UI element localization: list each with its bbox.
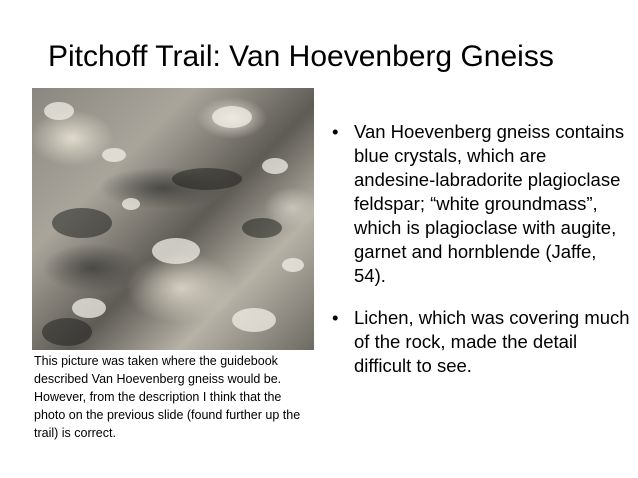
rock-photo [32, 88, 314, 350]
bullet-text: Van Hoevenberg gneiss contains blue crystals, which are andesine-labradorite plagioclase feldspar; “white groundmass”, which is plagioclase with augite, garnet and hornblende (Jaffe, 54). [354, 121, 625, 286]
slide-title: Pitchoff Trail: Van Hoevenberg Gneiss [48, 40, 554, 73]
bullet-list [330, 120, 630, 378]
bullet-icon: • [332, 121, 339, 142]
bullet-icon: • [332, 307, 339, 328]
bullet-item [330, 306, 630, 378]
bullet-item [330, 120, 630, 288]
bullet-text: Lichen, which was covering much of the rock, made the detail difficult to see. [354, 307, 630, 376]
photo-caption: This picture was taken where the guidebook described Van Hoevenberg gneiss would be. However, from the description I think that the photo on the previous slide (found further up the trail) is correct. [34, 354, 301, 440]
